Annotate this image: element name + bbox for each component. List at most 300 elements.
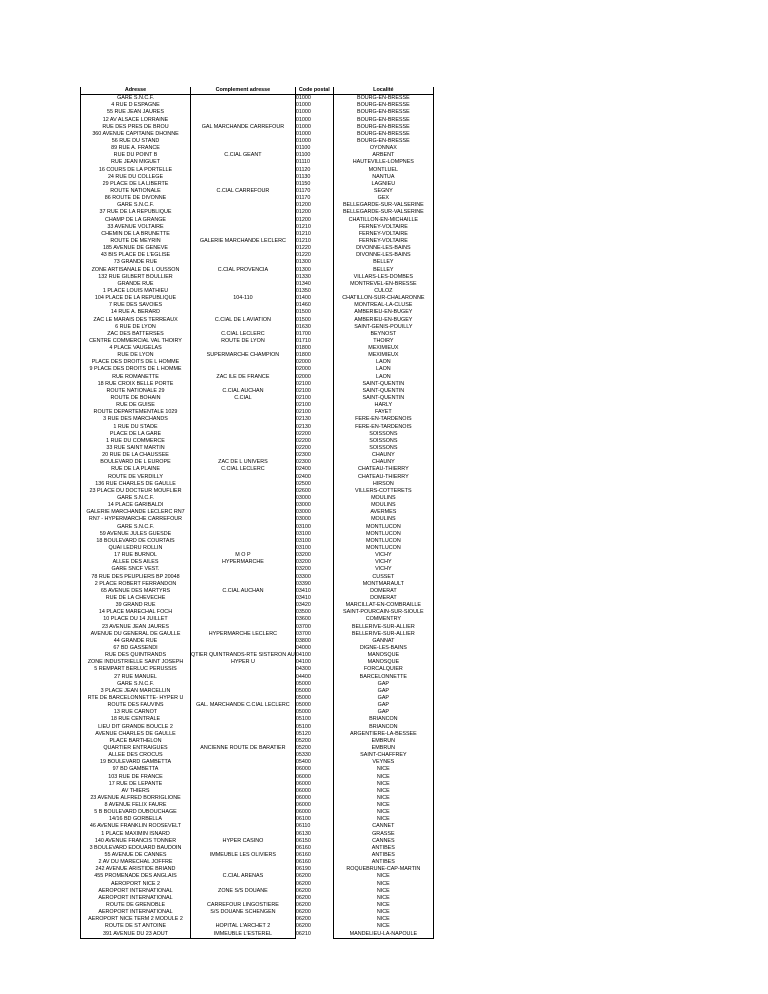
cell-complement-adresse (191, 231, 296, 238)
cell-code-postal: 03100 (295, 538, 315, 545)
table-row (81, 252, 434, 259)
table-row (81, 688, 434, 695)
cell-complement-adresse (191, 202, 296, 209)
table-row (81, 109, 434, 116)
cell-spacer (315, 366, 333, 373)
cell-localite: DIVONNE-LES-BAINS (333, 245, 433, 252)
cell-localite: MOULINS (333, 495, 433, 502)
cell-complement-adresse: GAL MARCHANDE CARREFOUR (191, 124, 296, 131)
cell-spacer (315, 666, 333, 673)
cell-complement-adresse: C.CIAL (191, 395, 296, 402)
cell-code-postal: 06200 (295, 873, 315, 880)
cell-localite: EMBRUN (333, 738, 433, 745)
cell-code-postal: 06000 (295, 809, 315, 816)
cell-code-postal: 01800 (295, 345, 315, 352)
table-row (81, 624, 434, 631)
table-row (81, 866, 434, 873)
cell-localite: NICE (333, 802, 433, 809)
cell-code-postal: 01300 (295, 259, 315, 266)
cell-complement-adresse (191, 224, 296, 231)
cell-complement-adresse (191, 738, 296, 745)
table-row (81, 131, 434, 138)
cell-code-postal: 03420 (295, 602, 315, 609)
cell-spacer (315, 388, 333, 395)
cell-spacer (315, 209, 333, 216)
cell-spacer (315, 109, 333, 116)
cell-adresse: RUE DE LYON (81, 352, 191, 359)
cell-complement-adresse (191, 609, 296, 616)
cell-adresse: 18 RUE CENTRALE (81, 716, 191, 723)
cell-code-postal: 05000 (295, 681, 315, 688)
cell-localite: SEGNY (333, 188, 433, 195)
table-row (81, 588, 434, 595)
cell-complement-adresse (191, 252, 296, 259)
table-row (81, 738, 434, 745)
cell-code-postal: 02100 (295, 395, 315, 402)
cell-adresse: RUE DE LA PLAINE (81, 466, 191, 473)
cell-complement-adresse: C.CIAL AUCHAN (191, 588, 296, 595)
cell-complement-adresse (191, 488, 296, 495)
cell-complement-adresse: GALERIE MARCHANDE LECLERC (191, 238, 296, 245)
table-row (81, 902, 434, 909)
table-row (81, 324, 434, 331)
table-row (81, 631, 434, 638)
cell-adresse: AVENUE DU GENERAL DE GAULLE (81, 631, 191, 638)
cell-code-postal: 02200 (295, 431, 315, 438)
cell-adresse: 20 RUE DE LA CHAUSSEE (81, 452, 191, 459)
cell-code-postal: 06100 (295, 816, 315, 823)
cell-localite: GANNAT (333, 638, 433, 645)
cell-complement-adresse: C.CIAL DE L AVIATION (191, 317, 296, 324)
table-row (81, 652, 434, 659)
cell-code-postal: 03800 (295, 638, 315, 645)
table-row (81, 231, 434, 238)
cell-complement-adresse: SUPERMARCHE CHAMPION (191, 352, 296, 359)
cell-spacer (315, 281, 333, 288)
cell-localite: NANTUA (333, 174, 433, 181)
cell-localite: FERNEY-VOLTAIRE (333, 231, 433, 238)
cell-code-postal: 03000 (295, 516, 315, 523)
cell-complement-adresse (191, 381, 296, 388)
cell-spacer (315, 202, 333, 209)
cell-code-postal: 01200 (295, 202, 315, 209)
cell-code-postal: 02300 (295, 459, 315, 466)
cell-code-postal: 06200 (295, 923, 315, 930)
cell-complement-adresse: ZONE S/S DOUANE (191, 888, 296, 895)
cell-adresse: RUE DU POINT B (81, 152, 191, 159)
cell-complement-adresse (191, 681, 296, 688)
cell-code-postal: 06000 (295, 802, 315, 809)
cell-localite: AVERMES (333, 509, 433, 516)
cell-spacer (315, 495, 333, 502)
cell-adresse: 1 RUE DU COMMERCE (81, 438, 191, 445)
cell-localite: FAYET (333, 409, 433, 416)
cell-complement-adresse (191, 716, 296, 723)
cell-complement-adresse: C.CIAL ARENAS (191, 873, 296, 880)
cell-spacer (315, 681, 333, 688)
cell-adresse: AEROPORT NICE TERM 2 MODULE 2 (81, 916, 191, 923)
cell-spacer (315, 774, 333, 781)
cell-localite: MANOSQUE (333, 652, 433, 659)
table-row (81, 731, 434, 738)
table-row (81, 188, 434, 195)
cell-spacer (315, 459, 333, 466)
cell-complement-adresse (191, 102, 296, 109)
table-row (81, 388, 434, 395)
cell-localite: NICE (333, 895, 433, 902)
table-row (81, 859, 434, 866)
cell-spacer (315, 674, 333, 681)
cell-adresse: GRANDE RUE (81, 281, 191, 288)
cell-code-postal: 03200 (295, 559, 315, 566)
cell-adresse: 13 RUE CARNOT (81, 709, 191, 716)
cell-spacer (315, 845, 333, 852)
table-row (81, 309, 434, 316)
cell-spacer (315, 866, 333, 873)
cell-complement-adresse (191, 95, 296, 103)
table-row (81, 117, 434, 124)
cell-code-postal: 05200 (295, 745, 315, 752)
table-row (81, 538, 434, 545)
table-row (81, 145, 434, 152)
cell-localite: DIGNE-LES-BAINS (333, 645, 433, 652)
cell-complement-adresse (191, 438, 296, 445)
cell-spacer (315, 524, 333, 531)
cell-spacer (315, 531, 333, 538)
cell-localite: ARGENTIERE-LA-BESSEE (333, 731, 433, 738)
cell-code-postal: 01800 (295, 352, 315, 359)
cell-complement-adresse (191, 831, 296, 838)
cell-spacer (315, 352, 333, 359)
cell-complement-adresse (191, 581, 296, 588)
cell-adresse: CHAMP DE LA GRANGE (81, 217, 191, 224)
table-row (81, 167, 434, 174)
cell-spacer (315, 259, 333, 266)
table-row (81, 709, 434, 716)
cell-code-postal: 01170 (295, 195, 315, 202)
cell-code-postal: 01200 (295, 217, 315, 224)
table-row (81, 452, 434, 459)
cell-localite: MANOSQUE (333, 659, 433, 666)
cell-spacer (315, 159, 333, 166)
cell-adresse: 56 RUE DU STAND (81, 138, 191, 145)
cell-complement-adresse (191, 181, 296, 188)
cell-complement-adresse (191, 245, 296, 252)
cell-spacer (315, 409, 333, 416)
table-row (81, 602, 434, 609)
cell-complement-adresse: C.CIAL GEANT (191, 152, 296, 159)
cell-spacer (315, 873, 333, 880)
cell-adresse: GARE S.N.C.F. (81, 681, 191, 688)
cell-code-postal: 05100 (295, 716, 315, 723)
cell-complement-adresse (191, 309, 296, 316)
cell-code-postal: 01100 (295, 145, 315, 152)
table-row (81, 873, 434, 880)
cell-complement-adresse: C.CIAL LECLERC (191, 466, 296, 473)
cell-code-postal: 01400 (295, 295, 315, 302)
cell-spacer (315, 466, 333, 473)
cell-adresse: 1 RUE DU STADE (81, 424, 191, 431)
cell-spacer (315, 881, 333, 888)
cell-localite: VILLARS-LES-DOMBES (333, 274, 433, 281)
cell-localite: DOMERAT (333, 595, 433, 602)
table-row (81, 809, 434, 816)
cell-spacer (315, 795, 333, 802)
cell-code-postal: 02600 (295, 488, 315, 495)
cell-adresse: 3 PLACE JEAN MARCELLIN (81, 688, 191, 695)
cell-spacer (315, 309, 333, 316)
cell-spacer (315, 317, 333, 324)
table-row (81, 724, 434, 731)
cell-adresse: 78 RUE DES PEUPLIERS BP 20048 (81, 574, 191, 581)
cell-spacer (315, 759, 333, 766)
cell-code-postal: 05000 (295, 702, 315, 709)
cell-adresse: 97 BD GAMBETTA (81, 766, 191, 773)
cell-adresse: PLACE DE LA GARE (81, 431, 191, 438)
cell-adresse: GARE S.N.C.F. (81, 524, 191, 531)
cell-code-postal: 02400 (295, 474, 315, 481)
cell-adresse: CHEMIN DE LA BRUNETTE (81, 231, 191, 238)
cell-adresse: PLACE BARTHELON (81, 738, 191, 745)
header-code-postal: Code postal (295, 87, 333, 95)
cell-localite: CHAUNY (333, 452, 433, 459)
cell-complement-adresse: S/S DOUANE SCHENGEN (191, 909, 296, 916)
cell-localite: MONTLUEL (333, 167, 433, 174)
cell-localite: COMMENTRY (333, 616, 433, 623)
cell-code-postal: 03700 (295, 631, 315, 638)
cell-spacer (315, 545, 333, 552)
cell-localite: FERE-EN-TARDENOIS (333, 416, 433, 423)
cell-localite: EMBRUN (333, 745, 433, 752)
cell-localite: ANTIBES (333, 845, 433, 852)
cell-complement-adresse: ROUTE DE LYON (191, 338, 296, 345)
cell-code-postal: 05200 (295, 738, 315, 745)
cell-spacer (315, 395, 333, 402)
cell-adresse: RN7 - HYPERMARCHE CARREFOUR (81, 516, 191, 523)
table-row (81, 752, 434, 759)
cell-spacer (315, 609, 333, 616)
cell-localite: NICE (333, 774, 433, 781)
cell-spacer (315, 859, 333, 866)
cell-complement-adresse (191, 402, 296, 409)
cell-complement-adresse: HYPERMARCHE LECLERC (191, 631, 296, 638)
cell-adresse: 455 PROMENADE DES ANGLAIS (81, 873, 191, 880)
cell-adresse: ROUTE NATIONALE 29 (81, 388, 191, 395)
table-row (81, 916, 434, 923)
cell-complement-adresse: ZAC ILE DE FRANCE (191, 374, 296, 381)
cell-localite: SAINT-POURCAIN-SUR-SIOULE (333, 609, 433, 616)
cell-complement-adresse (191, 845, 296, 852)
cell-adresse: 185 AVENUE DE GENEVE (81, 245, 191, 252)
cell-spacer (315, 102, 333, 109)
cell-code-postal: 03700 (295, 624, 315, 631)
cell-adresse: 103 RUE DE FRANCE (81, 774, 191, 781)
cell-complement-adresse (191, 595, 296, 602)
cell-spacer (315, 731, 333, 738)
cell-localite: BELLEY (333, 267, 433, 274)
cell-complement-adresse (191, 302, 296, 309)
cell-adresse: 73 GRANDE RUE (81, 259, 191, 266)
cell-code-postal: 01330 (295, 274, 315, 281)
cell-code-postal: 06150 (295, 838, 315, 845)
cell-complement-adresse (191, 131, 296, 138)
cell-code-postal: 06190 (295, 866, 315, 873)
cell-complement-adresse (191, 859, 296, 866)
cell-complement-adresse (191, 766, 296, 773)
table-row (81, 681, 434, 688)
table-row (81, 267, 434, 274)
cell-localite: GAP (333, 688, 433, 695)
cell-adresse: ROUTE DE VERDILLY (81, 474, 191, 481)
cell-spacer (315, 452, 333, 459)
cell-code-postal: 05000 (295, 688, 315, 695)
cell-localite: NICE (333, 888, 433, 895)
cell-spacer (315, 695, 333, 702)
cell-localite: THOIRY (333, 338, 433, 345)
cell-spacer (315, 624, 333, 631)
table-row (81, 559, 434, 566)
cell-localite: NICE (333, 909, 433, 916)
cell-localite: CHAUNY (333, 459, 433, 466)
cell-complement-adresse: ANCIENNE ROUTE DE BARATIER (191, 745, 296, 752)
cell-code-postal: 06160 (295, 859, 315, 866)
cell-code-postal: 06000 (295, 781, 315, 788)
cell-localite: LAON (333, 374, 433, 381)
cell-code-postal: 01120 (295, 167, 315, 174)
cell-adresse: ALLEE DES AILES (81, 559, 191, 566)
cell-complement-adresse: IMMEUBLE LES OLIVIERS (191, 852, 296, 859)
cell-adresse: RUE DES PRES DE BROU (81, 124, 191, 131)
cell-complement-adresse (191, 345, 296, 352)
cell-localite: MEXIMIEUX (333, 345, 433, 352)
cell-spacer (315, 724, 333, 731)
cell-spacer (315, 745, 333, 752)
cell-spacer (315, 816, 333, 823)
cell-adresse: 140 AVENUE FRANCIS TONNER (81, 838, 191, 845)
header-row (81, 87, 434, 95)
cell-adresse: GALERIE MARCHANDE LECLERC RN7 (81, 509, 191, 516)
cell-adresse: 3 BOULEVARD EDOUARD BAUDOIN (81, 845, 191, 852)
cell-spacer (315, 131, 333, 138)
cell-code-postal: 01000 (295, 124, 315, 131)
cell-complement-adresse (191, 502, 296, 509)
cell-localite: NICE (333, 788, 433, 795)
cell-code-postal: 06000 (295, 788, 315, 795)
cell-adresse: 14 RUE A. BERARD (81, 309, 191, 316)
cell-localite: VICHY (333, 552, 433, 559)
table-row (81, 545, 434, 552)
cell-spacer (315, 295, 333, 302)
cell-complement-adresse (191, 616, 296, 623)
cell-spacer (315, 438, 333, 445)
cell-code-postal: 03300 (295, 574, 315, 581)
cell-code-postal: 02130 (295, 424, 315, 431)
cell-spacer (315, 238, 333, 245)
cell-localite: MONTMARAULT (333, 581, 433, 588)
cell-spacer (315, 324, 333, 331)
cell-spacer (315, 595, 333, 602)
cell-spacer (315, 888, 333, 895)
cell-localite: SAINT-GENIS-POUILLY (333, 324, 433, 331)
cell-adresse: RUE DE GUISE (81, 402, 191, 409)
table-row (81, 238, 434, 245)
cell-complement-adresse: C.CIAL AUCHAN (191, 388, 296, 395)
cell-complement-adresse (191, 281, 296, 288)
cell-localite: AMBERIEU-EN-BUGEY (333, 317, 433, 324)
table-row (81, 774, 434, 781)
cell-localite: VEYNES (333, 759, 433, 766)
cell-complement-adresse (191, 802, 296, 809)
cell-adresse: RUE DE LA CHEVECHE (81, 595, 191, 602)
cell-spacer (315, 474, 333, 481)
table-row (81, 581, 434, 588)
cell-code-postal: 03100 (295, 545, 315, 552)
cell-adresse: 2 PLACE ROBERT FERRANDON (81, 581, 191, 588)
cell-adresse: RUE DES QUINTRANDS (81, 652, 191, 659)
cell-spacer (315, 909, 333, 916)
cell-adresse: 33 RUE SAINT MARTIN (81, 445, 191, 452)
cell-spacer (315, 445, 333, 452)
cell-adresse: 55 AVENUE DE CANNES (81, 852, 191, 859)
cell-adresse: 14 PLACE MARECHAL FOCH (81, 609, 191, 616)
cell-localite: MONTREAL-LA-CLUSE (333, 302, 433, 309)
cell-code-postal: 01100 (295, 152, 315, 159)
cell-localite: VICHY (333, 566, 433, 573)
cell-spacer (315, 424, 333, 431)
cell-spacer (315, 923, 333, 930)
cell-complement-adresse: CARREFOUR LINGOSTIERE (191, 902, 296, 909)
cell-spacer (315, 488, 333, 495)
cell-adresse: 24 RUE DU COLLEGE (81, 174, 191, 181)
cell-spacer (315, 645, 333, 652)
cell-localite: MARCILLAT-EN-COMBRAILLE (333, 602, 433, 609)
cell-localite: VILLERS-COTTERETS (333, 488, 433, 495)
cell-adresse: 6 RUE DE LYON (81, 324, 191, 331)
cell-spacer (315, 902, 333, 909)
cell-complement-adresse: C.CIAL PROVENCIA (191, 267, 296, 274)
cell-spacer (315, 916, 333, 923)
cell-code-postal: 01000 (295, 109, 315, 116)
cell-complement-adresse (191, 109, 296, 116)
cell-complement-adresse: QTIER QUINTRANDS-RTE SISTERON AU (191, 652, 295, 659)
cell-adresse: QUAI LEDRU ROLLIN (81, 545, 191, 552)
cell-adresse: 2 AV DU MARECHAL JOFFRE (81, 859, 191, 866)
cell-code-postal: 03390 (295, 581, 315, 588)
cell-complement-adresse (191, 759, 296, 766)
cell-code-postal: 03100 (295, 531, 315, 538)
table-row (81, 609, 434, 616)
cell-complement-adresse: HYPERMARCHE (191, 559, 296, 566)
cell-localite: CHATEAU-THIERRY (333, 466, 433, 473)
cell-localite: MONTLUCON (333, 524, 433, 531)
cell-adresse: 65 AVENUE DES MARTYRS (81, 588, 191, 595)
cell-code-postal: 04100 (295, 652, 315, 659)
cell-code-postal: 06000 (295, 766, 315, 773)
cell-localite: MEXIMIEUX (333, 352, 433, 359)
cell-localite: CULOZ (333, 288, 433, 295)
cell-localite: ANTIBES (333, 859, 433, 866)
cell-code-postal: 02100 (295, 381, 315, 388)
cell-code-postal: 01110 (295, 159, 315, 166)
cell-complement-adresse (191, 638, 296, 645)
cell-localite: NICE (333, 873, 433, 880)
cell-spacer (315, 152, 333, 159)
cell-spacer (315, 195, 333, 202)
table-row (81, 802, 434, 809)
cell-complement-adresse (191, 531, 296, 538)
cell-localite: SOISSONS (333, 431, 433, 438)
cell-adresse: AEROPORT INTERNATIONAL (81, 909, 191, 916)
